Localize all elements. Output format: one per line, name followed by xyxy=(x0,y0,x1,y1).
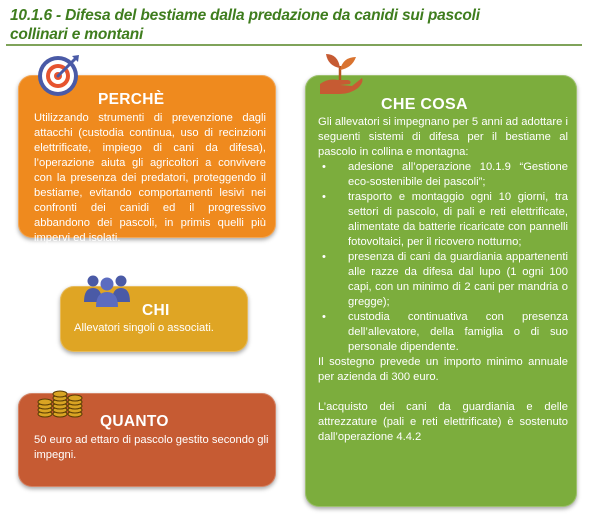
perche-heading: PERCHÈ xyxy=(98,91,165,108)
title-divider xyxy=(6,44,582,46)
page-title xyxy=(10,6,570,44)
people-group-icon xyxy=(82,272,132,308)
quanto-heading: QUANTO xyxy=(100,413,169,430)
list-item xyxy=(318,190,568,250)
bullet: • xyxy=(322,251,326,263)
perche-text: Utilizzando strumenti di prevenzione dagli attacchi (custodia continua, uso di recinzioni elettrificate, impiego di cani da difesa), l’operazione aiuta gli agricoltori a convivere con la presenza dei predatori, proteggendo il bestiame, evitando comportamenti lesivi nei confronti dei canidi ed il progressivo abbandono dei pascoli, in primis quelli più impervi ed isolati. xyxy=(34,112,266,244)
quanto-text: 50 euro ad ettaro di pascolo gestito secondo gli impegni. xyxy=(34,434,269,461)
perche-card xyxy=(18,75,276,244)
list-item xyxy=(318,160,568,190)
che-cosa-intro: Gli allevatori si impegnano per 5 anni ad adottare i seguenti sistemi di difesa per il bestiame al pascolo in collina e montagna: xyxy=(318,116,568,158)
list-item-text: custodia continuativa con presenza dell’allevatore, della famiglia o di suo personale dipendente. xyxy=(348,311,568,353)
che-cosa-note: L’acquisto dei cani da guardiania e delle attrezzature (pali e reti elettrificate) è sostenuto dall’operazione 4.4.2 xyxy=(318,401,568,443)
list-item xyxy=(318,310,568,355)
list-item-text: presenza di cani da guardiania appartenenti alle razze da difesa dal lupo (1 ogni 100 capi, con un minimo di 2 cani per mandria o gregge); xyxy=(348,251,568,308)
chi-heading: CHI xyxy=(142,302,170,319)
che-cosa-list xyxy=(318,160,568,355)
page-title-line-1: 10.1.6 - Difesa del bestiame dalla predazione da canidi sui pascoli xyxy=(10,7,480,24)
page-title-line-2: collinari e montani xyxy=(10,26,144,43)
coin-stacks-icon xyxy=(36,388,84,418)
che-cosa-heading: CHE COSA xyxy=(381,96,468,113)
list-item-text: adesione all’operazione 10.1.9 “Gestione eco-sostenibile dei pascoli”; xyxy=(348,161,568,188)
che-cosa-support: Il sostegno prevede un importo minimo annuale per azienda di 300 euro. xyxy=(318,356,568,383)
target-arrow-icon xyxy=(36,54,80,98)
chi-text: Allevatori singoli o associati. xyxy=(74,322,214,334)
list-item-text: trasporto e montaggio ogni 10 giorni, tra settori di pascolo, di pali e reti elettrificate, alimentate da batterie ricaricate con pannelli fotovoltaici, per il ricovero notturno; xyxy=(348,191,568,248)
che-cosa-content xyxy=(318,115,568,445)
bullet: • xyxy=(322,161,326,173)
bullet: • xyxy=(322,191,326,203)
spacer xyxy=(318,385,568,400)
che-cosa-card xyxy=(305,75,577,507)
list-item xyxy=(318,250,568,310)
hand-sprout-icon xyxy=(318,50,364,96)
bullet: • xyxy=(322,311,326,323)
